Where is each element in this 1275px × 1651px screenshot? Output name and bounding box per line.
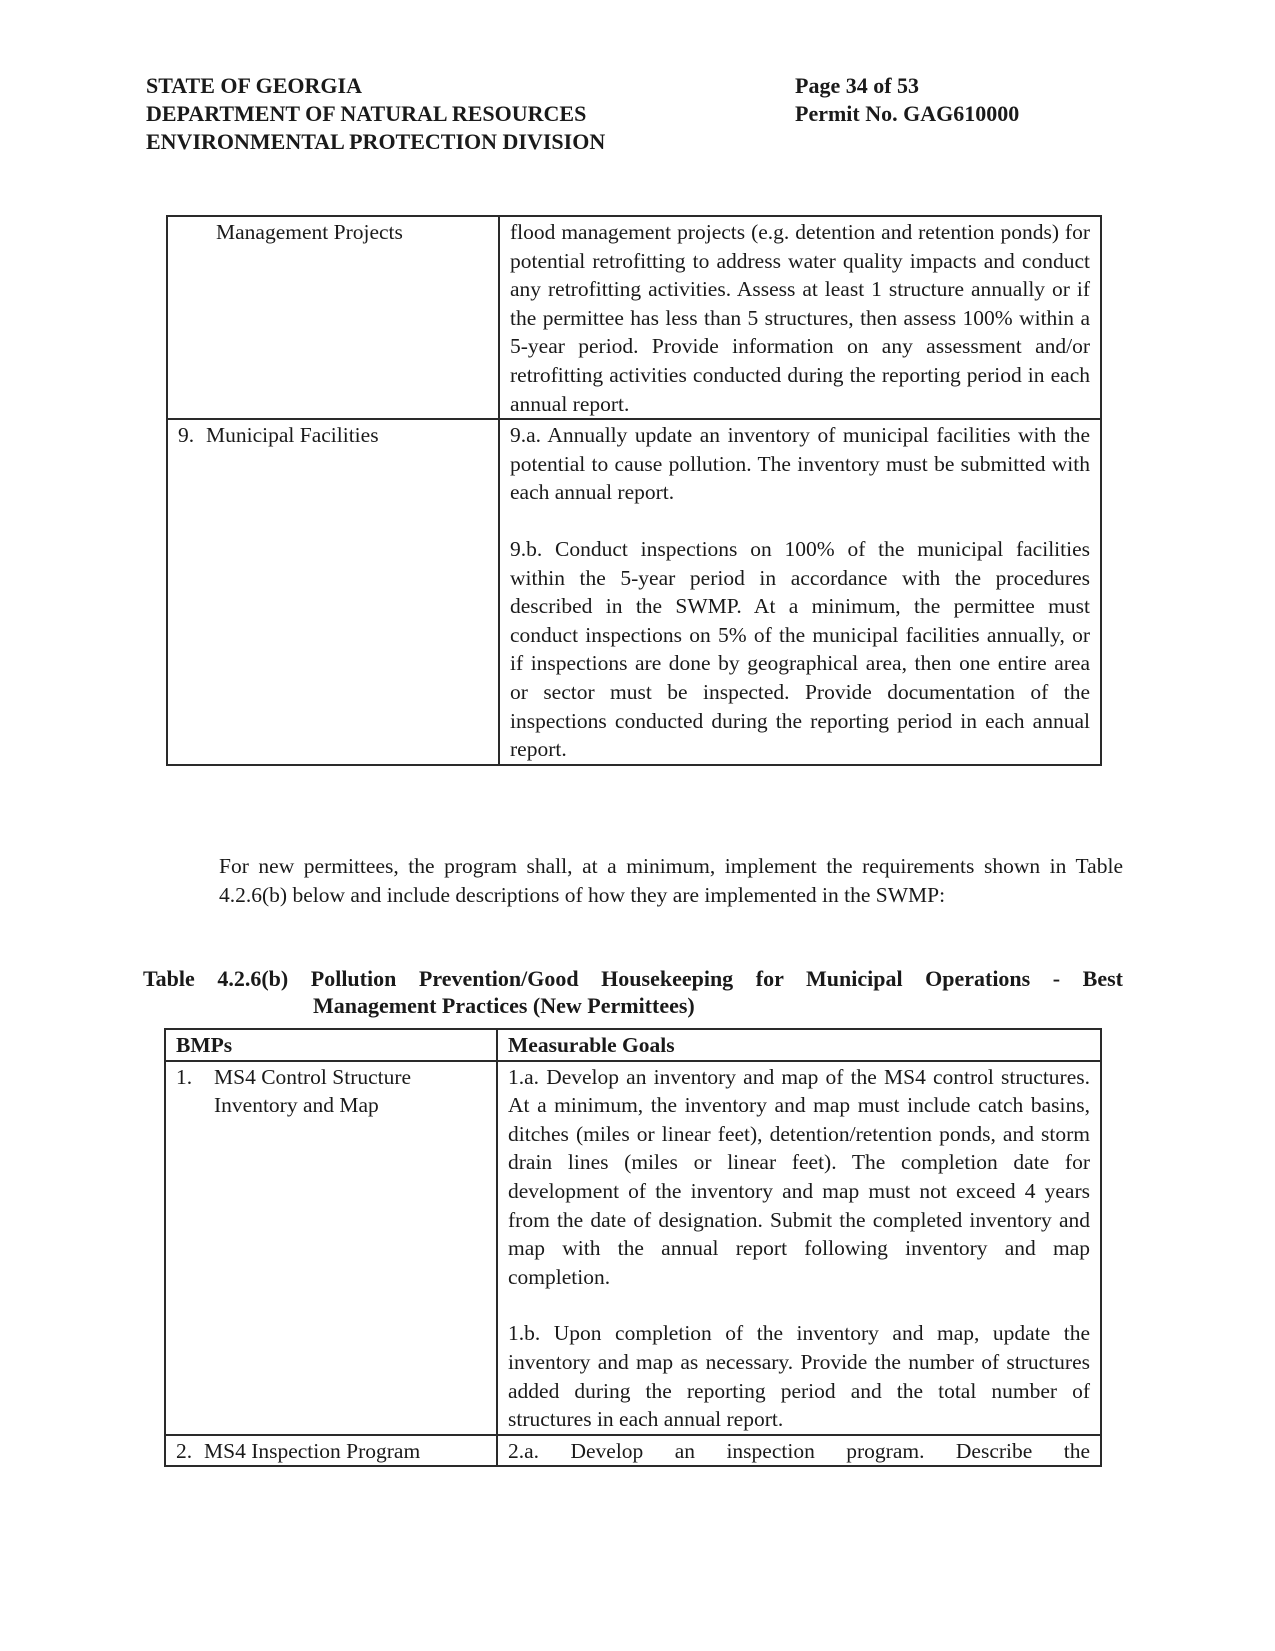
permit-number: Permit No. GAG610000 [795, 101, 1020, 126]
bmp-cell [165, 1061, 497, 1435]
goal-text-b: 1.b. Upon completion of the inventory and map, update the inventory and map as necessary. Provide the number of structures added during the reporting period and the total number of structures in each annual report. [508, 1321, 1090, 1432]
table-caption-line-1: Table 4.2.6(b) Pollution Prevention/Good Housekeeping for Municipal Operations - Best [143, 966, 1123, 991]
bmp-cell [167, 216, 499, 419]
table-caption-line-2: Management Practices (New Permittees) [313, 993, 695, 1018]
table-header-row [165, 1029, 1101, 1061]
agency-line-division: ENVIRONMENTAL PROTECTION DIVISION [146, 129, 606, 154]
goal-text-a: 2.a. Develop an inspection program. Describe the [508, 1438, 1090, 1463]
bmp-number: 1. [176, 1064, 193, 1089]
goal-text-a: 9.a. Annually update an inventory of municipal facilities with the potential to cause pollution. The inventory must be submitted with each annual report. [510, 423, 1090, 505]
bmp-cell [165, 1435, 497, 1467]
agency-header [146, 72, 605, 156]
agency-line-department: DEPARTMENT OF NATURAL RESOURCES [146, 101, 587, 126]
column-header-bmps: BMPs [165, 1029, 497, 1061]
table-row [167, 216, 1101, 419]
goal-cell [499, 216, 1101, 419]
bmp-item [178, 421, 488, 450]
page-number: Page 34 of 53 [795, 73, 920, 98]
table-caption [143, 965, 1123, 1019]
bmp-number: 2. [176, 1438, 193, 1463]
bmp-label: MS4 Control Structure Inventory and Map [214, 1064, 412, 1118]
body-paragraph: For new permittees, the program shall, at a minimum, implement the requirements shown in Table 4.2.6(b) below and include descriptions of how they are implemented in the SWMP: [219, 854, 1123, 907]
column-header-goals: Measurable Goals [497, 1029, 1101, 1061]
goal-text-b: 9.b. Conduct inspections on 100% of the municipal facilities within the 5-year period in accordance with the procedures described in the SWMP. At a minimum, the permittee must conduct inspections on 5% of the municipal facilities annually, or if inspections are done by geographical area, then one entire area or sector must be inspected. Provide documentation of the inspections conducted during the reporting period in each annual report. [510, 536, 1090, 762]
bmp-table-continued [166, 215, 1102, 766]
bmp-label: Management Projects [216, 220, 403, 244]
bmp-label: Municipal Facilities [206, 423, 379, 448]
goal-text-a: 1.a. Develop an inventory and map of the MS4 control structures. At a minimum, the inventory and map must include catch basins, ditches (miles or linear feet), detention/retention ponds, and storm drain lines (miles or linear feet). The completion date for development of the inventory and map must not exceed 4 years from the date of designation. Submit the completed inventory and map with the annual report following inventory and map completion. [508, 1064, 1090, 1289]
bmp-item [176, 1063, 486, 1120]
bmp-table-new-permittees [164, 1028, 1102, 1467]
goal-text: flood management projects (e.g. detention and retention ponds) for potential retrofitting to address water quality impacts and conduct any retrofitting activities. Assess at least 1 structure annually or if the permittee has less than 5 structures, then assess 100% within a 5-year period. Provide information on any assessment and/or retrofitting activities conducted during the reporting period in each annual report. [510, 220, 1090, 416]
goal-cell [499, 419, 1101, 765]
table-row [167, 419, 1101, 765]
goal-cell [497, 1435, 1101, 1467]
table-row [165, 1061, 1101, 1435]
page-info-header [795, 72, 1019, 128]
bmp-label: MS4 Inspection Program [204, 1438, 421, 1463]
bmp-number: 9. [178, 423, 195, 448]
table-row [165, 1435, 1101, 1467]
goal-cell [497, 1061, 1101, 1435]
bmp-item [176, 1437, 486, 1466]
bmp-cell [167, 419, 499, 765]
agency-line-state: STATE OF GEORGIA [146, 73, 362, 98]
